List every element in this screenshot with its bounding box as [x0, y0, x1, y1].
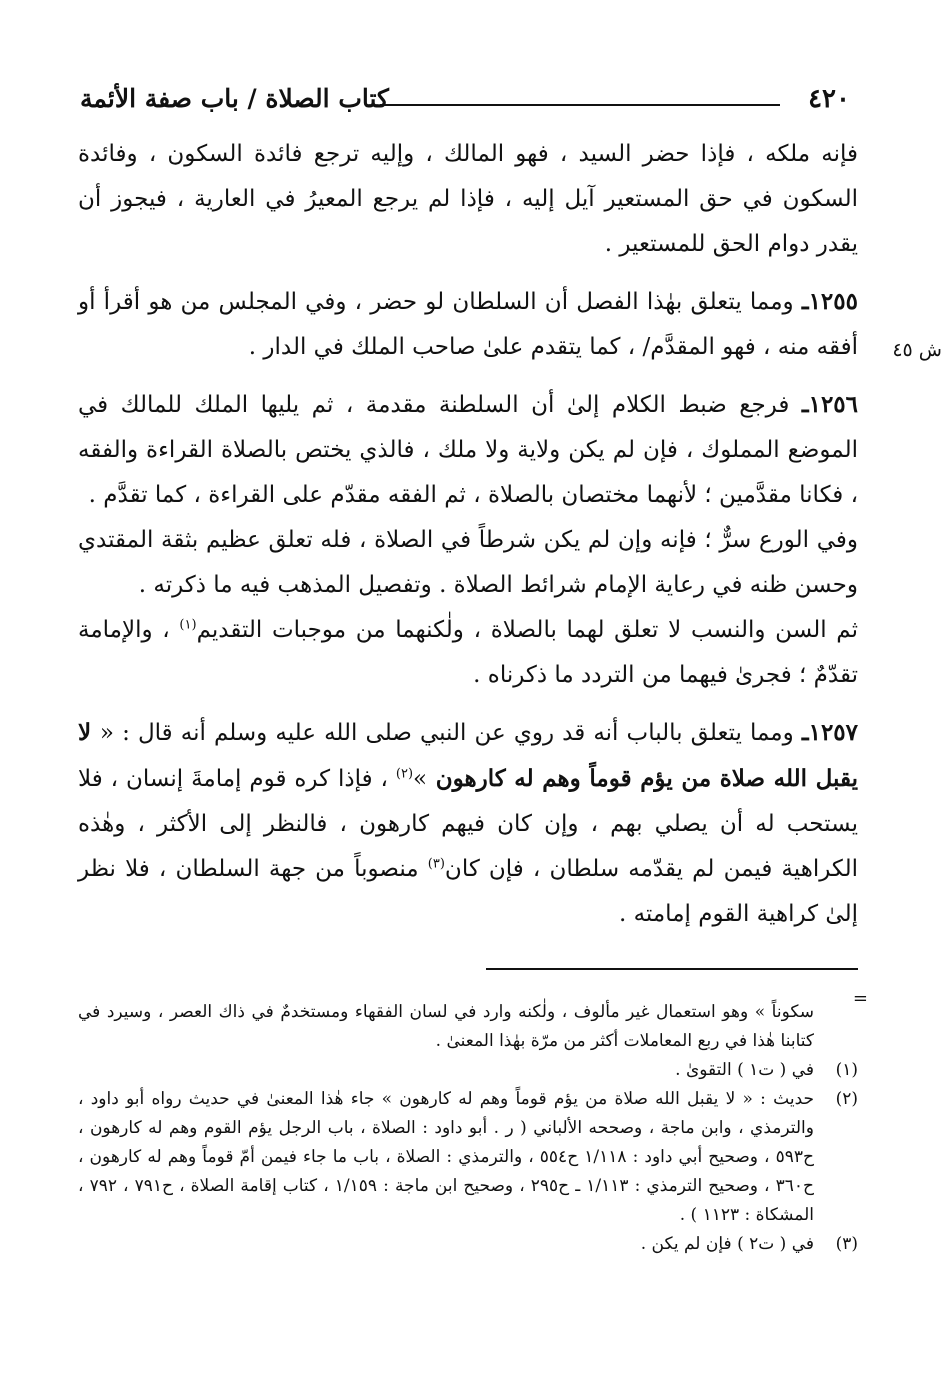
footnote-ref-2[interactable]: (٢) [395, 766, 414, 782]
margin-note: ش ٤٥ [892, 339, 942, 361]
paragraph-age-lineage [78, 608, 858, 698]
quote-close: » [413, 766, 428, 792]
footnote-3 [78, 1230, 858, 1259]
page-header [80, 84, 850, 120]
footnote-continuation: سكوناً » وهو استعمال غير مألوف ، ولٰكنه وارد في لسان الفقهاء ومستخدمٌ في ذاك العصر ، وسيرد في كتابنا هٰذا في ربع المعاملات أكثر من مرّة بهٰذا المعنىٰ . [78, 1002, 814, 1051]
paragraph-text: فرجع ضبط الكلام إلىٰ أن السلطنة مقدمة ، ثم يليها الملك للمالك في الموضع المملوك ، فإن لم يكن ولاية ولا ملك ، فالذي يختص بالصلاة القراءة والفقه ، فكانا مقدَّمين ؛ لأنهما مختصان بالصلاة ، ثم الفقه مقدّم على القراءة ، كما تقدَّم . [78, 392, 858, 508]
paragraph-1257 [78, 710, 858, 937]
paragraph-text: ومما يتعلق بهٰذا الفصل أن السلطان لو حضر ، وفي المجلس من هو أقرأ أو أفقه منه ، فهو المقدَّم/ ، كما يتقدم علىٰ صاحب الملك في الدار . [78, 289, 858, 360]
footnotes [78, 998, 858, 1259]
paragraph-text: ثم السن والنسب لا تعلق لهما بالصلاة ، ولٰكنهما من موجبات التقديم [196, 617, 859, 643]
paragraph-number: ١٢٥٧ـ [801, 719, 859, 746]
paragraph-wara: وفي الورع سرٌّ ؛ فإنه وإن لم يكن شرطاً في الصلاة ، فله تعلق عظيم بثقة المقتدي وحسن ظنه في رعاية الإمام شرائط الصلاة . وتفصيل المذهب فيه ما ذكرته . [78, 527, 858, 598]
footnote-number: (٣) [835, 1234, 858, 1254]
running-title: كتاب الصلاة / باب صفة الأئمة [80, 84, 389, 113]
footnote-separator [486, 968, 858, 970]
paragraph-1255 [78, 279, 858, 370]
paragraph-text: منصوباً من جهة السلطان ، فلا نظر إلىٰ كراهية القوم إمامته . [78, 856, 858, 927]
paragraph-number: ١٢٥٥ـ [801, 288, 858, 315]
footnote-ref-3[interactable]: (٣) [427, 856, 445, 872]
footnote-continuation-mark: = [852, 988, 868, 1009]
footnote-2 [78, 1085, 858, 1230]
footnote-number: (١) [835, 1060, 858, 1080]
paragraph-1256 [78, 382, 858, 518]
paragraph-number: ١٢٥٦ـ [801, 391, 859, 418]
page-number: ٤٢٠ [808, 84, 850, 114]
hadith-quote: لا يقبل الله صلاة من يؤم قوماً وهم له كارهون [78, 719, 859, 792]
footnote-number: (٢) [835, 1089, 858, 1109]
main-text [78, 132, 858, 937]
paragraph-text: ، والإمامة تقدّمٌ ؛ فجرىٰ فيهما من التردد ما ذكرناه . [78, 617, 858, 688]
header-rule [380, 104, 780, 106]
paragraph-text: ومما يتعلق بالباب أنه قد روي عن النبي صلى الله عليه وسلم أنه قال : « [99, 720, 794, 746]
footnote-1 [78, 1056, 858, 1085]
footnote-ref-1[interactable]: (١) [179, 617, 197, 633]
paragraph-1: فإنه ملكه ، فإذا حضر السيد ، فهو المالك ، وإليه ترجع فائدة السكون ، وفائدة السكون في حق المستعير آيل إليه ، فإذا لم يرجع المعيرُ في العارية ، فيجوز أن يقدر دوام الحق للمستعير . [78, 141, 858, 257]
footnote-text: حديث : « لا يقبل الله صلاة من يؤم قوماً وهم له كارهون » جاء هٰذا المعنىٰ في حديث رواه أبو داود ، والترمذي ، وابن ماجة ، وصححه الألباني ( ر . أبو داود : الصلاة ، باب الرجل يؤم القوم وهم له كارهون ، ح٥٩٣ ، وصحيح أبي داود : ١/١١٨ ح٥٥٤ ، والترمذي : الصلاة ، باب ما جاء فيمن أمّ قوماً وهم له كارهون ، ح٣٦٠ ، وصحيح الترمذي : ١/١١٣ ـ ح٢٩٥ ، وصحيح ابن ماجة : ١/١٥٩ ، كتاب إقامة الصلاة ، ح٧٩١ ، ٧٩٢ ، المشكاة : ١١٢٣ ) . [78, 1089, 815, 1225]
footnote-text: في ( ت١ ) التقوىٰ . [675, 1060, 814, 1080]
footnote-text: في ( ت٢ ) فإن لم يكن . [640, 1234, 814, 1254]
paragraph-text: ، فإذا كره قوم إمامةَ إنسان ، فلا يستحب له أن يصلي بهم ، وإن كان فيهم كارهون ، فالنظر إلى الأكثر ، وهٰذه الكراهية فيمن لم يقدّمه سلطان ، فإن كان [78, 766, 859, 882]
